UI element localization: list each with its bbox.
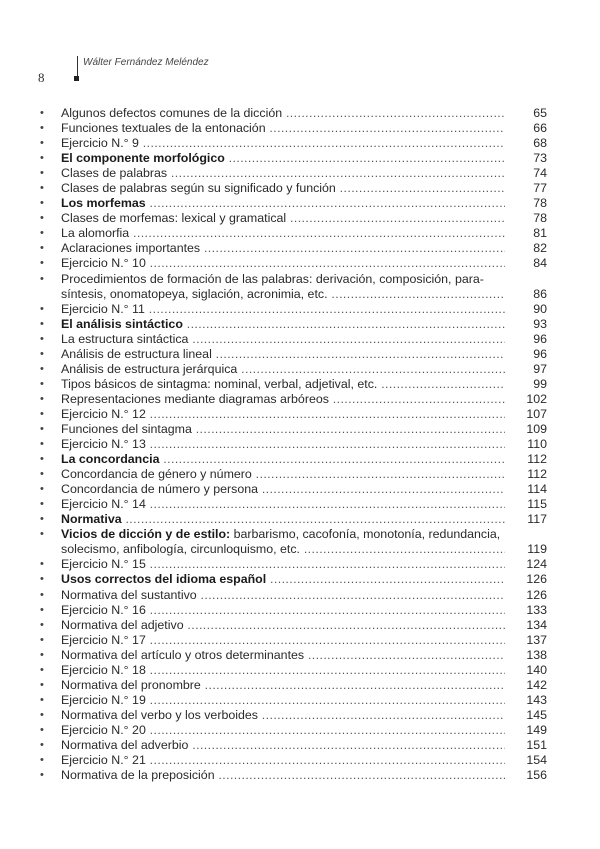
toc-entry [0,211,600,226]
entry-title [61,753,505,768]
entry-title [61,557,505,572]
bullet-icon: • [40,483,44,496]
toc-entry [0,557,600,572]
entry-title-text: Normativa del verbo y los verboides [61,707,258,722]
entry-title [61,588,505,603]
entry-page: 110 [527,437,547,452]
entry-title-text: Ejercicio N.° 9 [61,136,139,151]
entry-page: 66 [533,121,547,136]
entry-page: 138 [526,647,547,662]
toc-entry [0,768,600,783]
entry-title-text: Ejercicio N.° 16 [61,602,146,617]
toc-entry [0,302,600,317]
toc-entry [0,738,600,753]
toc-entry [0,693,600,708]
entry-title-text: Funciones del sintagma [61,421,192,436]
toc-entry [0,196,600,211]
entry-title [61,166,505,181]
bullet-icon: • [40,362,44,375]
bullet-icon: • [40,633,44,646]
entry-title [61,211,505,226]
toc-entry [0,588,600,603]
author-name: Wálter Fernández Meléndez [83,57,209,68]
entry-page: 126 [526,587,547,602]
entry-title [61,407,505,422]
toc-entry [0,572,600,587]
bullet-icon: • [40,738,44,751]
entry-page: 134 [526,617,547,632]
entry-page: 143 [526,692,547,707]
bullet-icon: • [40,257,44,270]
entry-title-text: Algunos defectos comunes de la dicción [61,106,283,120]
toc-entry [0,437,600,452]
toc-entry [0,332,600,347]
entry-title-text: Ejercicio N.° 11 [61,301,145,316]
entry-page: 112 [527,452,547,467]
entry-page: 149 [526,722,547,737]
entry-title [61,618,505,633]
entry-title [61,136,505,151]
bullet-icon: • [40,152,44,165]
bullet-icon: • [40,468,44,481]
toc-entry [0,482,600,497]
entry-page: 84 [533,256,547,271]
entry-title [61,362,505,377]
entry-page: 151 [526,737,547,752]
entry-page: 96 [533,331,547,346]
entry-title-text: Normativa del adverbio [61,737,189,752]
toc-entry [0,347,600,362]
entry-title [61,723,505,738]
entry-title-text: Ejercicio N.° 15 [61,557,146,572]
entry-page: 154 [526,753,547,768]
entry-title-text: Normativa del artículo y otros determinantes [61,647,305,662]
entry-title [61,181,505,196]
toc-entry [0,407,600,422]
entry-page: 74 [533,166,547,181]
bullet-icon: • [40,723,44,736]
entry-title-text: Concordancia de número y persona [61,482,258,497]
entry-page: 107 [526,406,547,421]
entry-page: 73 [533,151,547,166]
bullet-icon: • [40,648,44,661]
entry-title-text: Normativa del adjetivo [61,617,184,632]
bullet-icon: • [40,528,44,541]
header-square-mark [74,76,79,81]
entry-title-text: Normativa del pronombre [61,677,201,692]
toc-entry [0,166,600,181]
table-of-contents [0,106,600,783]
entry-title [61,347,505,362]
toc-entry [0,753,600,768]
entry-title [61,693,505,708]
entry-title [61,482,505,497]
entry-page: 140 [526,662,547,677]
bullet-icon: • [40,663,44,676]
entry-title-bold: Usos correctos del idioma español [61,572,267,587]
entry-title [61,648,505,663]
entry-title [61,603,505,618]
entry-title [61,196,505,211]
toc-entry [0,151,600,166]
entry-title-continued: solecismo, anfibología, circunloquismo, etc. ..... [61,542,505,557]
bullet-icon: • [40,332,44,345]
entry-page: 81 [533,226,547,241]
entry-title [61,663,505,678]
bullet-icon: • [40,182,44,195]
entry-title [61,151,505,166]
bullet-icon: • [40,347,44,360]
toc-entry [0,663,600,678]
toc-entry [0,678,600,693]
entry-title-text: Ejercicio N.° 13 [61,437,146,452]
entry-title-text: Aclaraciones importantes [61,241,201,256]
entry-title-text: Análisis de estructura lineal [61,346,212,361]
bullet-icon: • [40,392,44,405]
entry-title [61,467,505,482]
entry-title-text: Ejercicio N.° 21 [61,753,146,768]
toc-entry [0,633,600,648]
bullet-icon: • [40,377,44,390]
entry-title [61,422,505,437]
entry-page: 126 [526,572,547,587]
bullet-icon: • [40,317,44,330]
entry-title-bold: Vicios de dicción y de estilo: [61,527,231,542]
entry-page: 68 [533,136,547,151]
toc-entry [0,106,600,121]
entry-title [61,256,505,271]
toc-entry-continuation [0,542,600,557]
entry-page: 112 [527,467,547,482]
entry-title [61,241,505,256]
toc-entry [0,497,600,512]
bullet-icon: • [40,693,44,706]
entry-title [61,572,505,587]
entry-page: 78 [533,196,547,211]
entry-title-text: Normativa de la preposición [61,768,215,783]
toc-entry [0,603,600,618]
bullet-icon: • [40,107,44,119]
entry-title-bold: Normativa [61,512,122,527]
entry-title-text: Ejercicio N.° 10 [61,256,146,271]
entry-page: 99 [533,376,547,391]
entry-title [61,633,505,648]
entry-page: 93 [533,316,547,331]
entry-page: 156 [526,768,547,783]
toc-entry [0,362,600,377]
bullet-icon: • [40,558,44,571]
bullet-icon: • [40,754,44,767]
toc-entry [0,272,600,287]
bullet-icon: • [40,227,44,240]
toc-entry [0,377,600,392]
toc-entry [0,256,600,271]
bullet-icon: • [40,212,44,225]
entry-title-text: Clases de morfemas: lexical y gramatical [61,211,287,226]
entry-title [61,332,505,347]
toc-entry [0,708,600,723]
entry-page: 119 [527,542,547,557]
entry-title-text: Representaciones mediante diagramas arbóreos [61,391,329,406]
entry-title-text: Procedimientos de formación de las palabras: derivación, composición, para- [61,271,484,286]
entry-title-text: Concordancia de género y número [61,467,252,482]
entry-title-text: La estructura sintáctica [61,331,189,346]
toc-entry-continuation [0,287,600,302]
entry-title [61,738,505,753]
entry-page: 133 [526,602,547,617]
entry-title [61,452,505,467]
entry-title-text: barbarismo, cacofonía, monotonía, redundancia, [230,527,501,542]
entry-page: 109 [526,421,547,436]
entry-title-text: Normativa del sustantivo [61,587,197,602]
bullet-icon: • [40,407,44,420]
toc-entry [0,181,600,196]
entry-page: 90 [533,301,547,316]
toc-entry [0,467,600,482]
toc-entry [0,512,600,527]
entry-title-text: Ejercicio N.° 18 [61,662,146,677]
entry-page: 124 [526,557,547,572]
toc-entry [0,422,600,437]
bullet-icon: • [40,167,44,180]
entry-page: 78 [533,211,547,226]
entry-title [61,272,505,287]
entry-title [61,121,505,136]
entry-title-text: Ejercicio N.° 12 [61,406,146,421]
entry-title-bold: Los morfemas [61,196,146,211]
entry-title-text: Ejercicio N.° 19 [61,692,146,707]
entry-title [61,437,505,452]
bullet-icon: • [40,453,44,466]
bullet-icon: • [40,498,44,511]
entry-title-text: Clases de palabras [61,166,168,181]
entry-page: 142 [526,677,547,692]
entry-title-text: Análisis de estructura jerárquica [61,361,238,376]
entry-title [61,377,505,392]
bullet-icon: • [40,422,44,435]
entry-page: 97 [533,361,547,376]
entry-title [61,106,505,121]
entry-page: 137 [526,632,547,647]
entry-title [61,497,505,512]
entry-page: 114 [527,482,547,497]
bullet-icon: • [40,573,44,586]
bullet-icon: • [40,272,44,285]
bullet-icon: • [40,618,44,631]
toc-entry [0,723,600,738]
entry-title-text: Clases de palabras según su significado y función [61,181,336,196]
toc-entry [0,648,600,663]
entry-title [61,302,505,317]
toc-entry [0,452,600,467]
entry-title [61,768,505,783]
entry-title-continued: síntesis, onomatopeya, siglación, acronimia, etc. ..... [61,287,505,302]
entry-title [61,512,505,527]
toc-entry [0,527,600,542]
entry-title [61,678,505,693]
bullet-icon: • [40,438,44,451]
entry-page: 102 [526,391,547,406]
entry-page: 117 [527,512,547,527]
bullet-icon: • [40,708,44,721]
page-number: 8 [38,70,45,85]
toc-entry [0,618,600,633]
entry-title-text: La alomorfia [61,226,130,241]
toc-entry [0,121,600,136]
entry-title-text: Funciones textuales de la entonación [61,121,266,136]
bullet-icon: • [40,678,44,691]
entry-title [61,708,505,723]
bullet-icon: • [40,242,44,255]
entry-title [61,527,505,542]
entry-title [61,317,505,332]
entry-title-bold: El análisis sintáctico [61,316,183,331]
bullet-icon: • [40,513,44,526]
entry-page: 145 [526,707,547,722]
entry-title [61,226,505,241]
toc-entry [0,317,600,332]
entry-page: 77 [533,181,547,196]
entry-title-bold: La concordancia [61,452,160,467]
bullet-icon: • [40,302,44,315]
entry-page: 86 [533,286,547,301]
bullet-icon: • [40,197,44,210]
entry-title-text: Ejercicio N.° 14 [61,497,146,512]
bullet-icon: • [40,122,44,135]
entry-title-text: Tipos básicos de sintagma: nominal, verbal, adjetival, etc. [61,376,378,391]
entry-page: 65 [533,106,547,120]
entry-title-text: Ejercicio N.° 20 [61,722,146,737]
entry-page: 82 [533,241,547,256]
toc-entry [0,226,600,241]
entry-title-bold: El componente morfológico [61,151,225,166]
toc-entry [0,136,600,151]
bullet-icon: • [40,603,44,616]
toc-entry [0,241,600,256]
entry-title-text: Ejercicio N.° 17 [61,632,146,647]
bullet-icon: • [40,588,44,601]
bullet-icon: • [40,769,44,782]
entry-title [61,392,505,407]
bullet-icon: • [40,137,44,150]
entry-page: 96 [533,346,547,361]
toc-entry [0,392,600,407]
entry-page: 115 [527,497,547,512]
